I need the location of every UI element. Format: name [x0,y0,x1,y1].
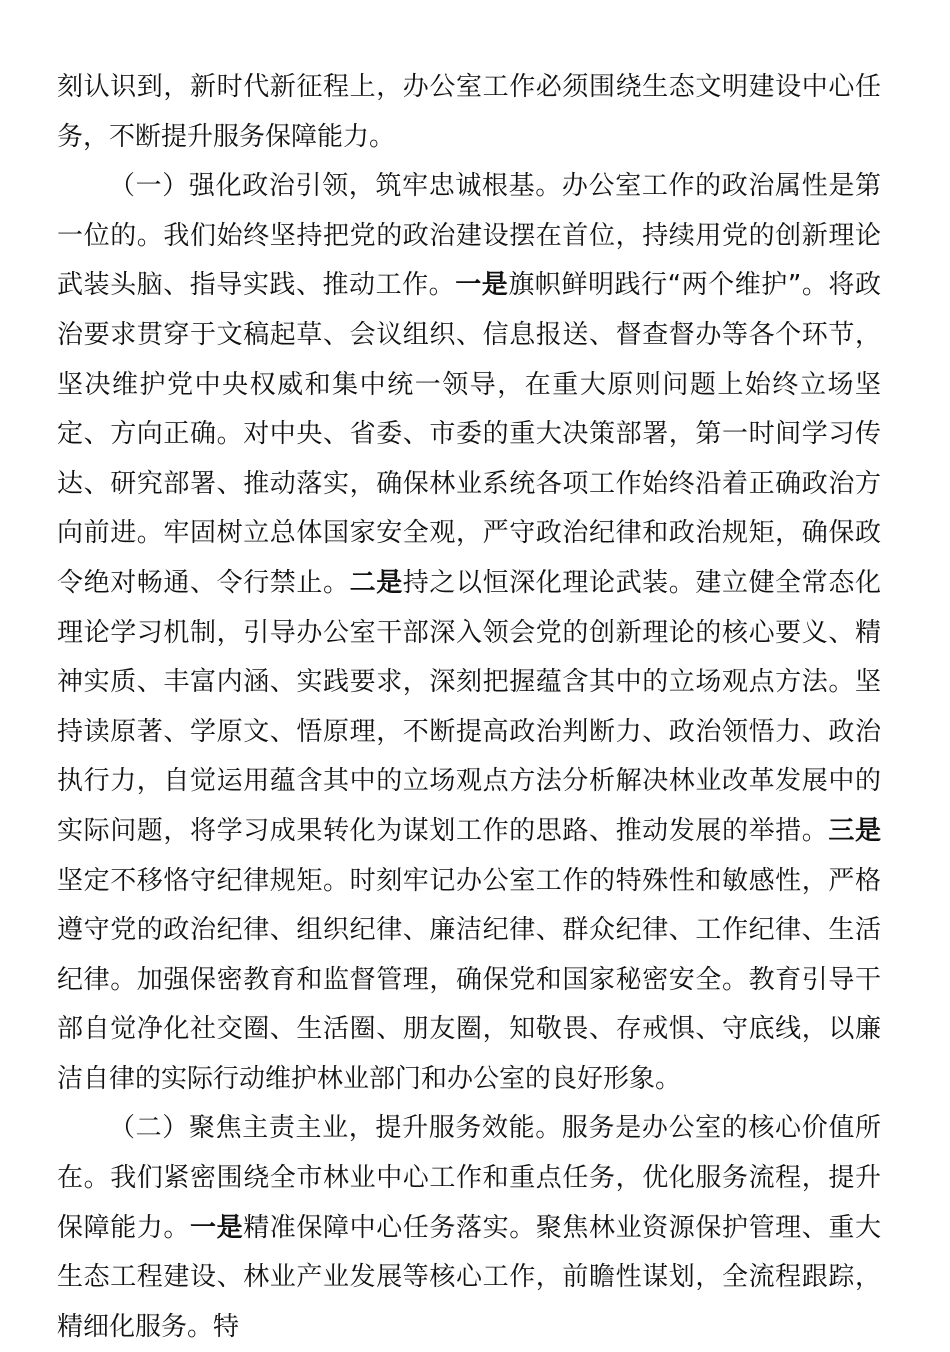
intro-text: 刻认识到，新时代新征程上，办公室工作必须围绕生态文明建设中心任务，不断提升服务保障能力。 [57,72,881,152]
section-2-paragraph [57,1104,881,1352]
document-page [57,63,881,1352]
section-1-body-3: 坚定不移恪守纪律规矩。时刻牢记办公室工作的特殊性和敏感性，严格遵守党的政治纪律、组织纪律、廉洁纪律、群众纪律、工作纪律、生活纪律。加强保密教育和监督管理，确保党和国家秘密安全。教育引导干部自觉净化社交圈、生活圈、朋友圈，知敬畏、存戒惧、守底线，以廉洁自律的实际行动维护林业部门和办公室的良好形象。 [57,865,881,1094]
section-2-opening: （二）聚焦主责主业，提升服务效能。服务是办公室的核心价值所在。我们紧密围绕全市林业中心工作和重点任务，优化服务流程，提升保障能力。 [57,1113,881,1243]
section-1-body-2: 持之以恒深化理论武装。建立健全常态化理论学习机制，引导办公室干部深入领会党的创新理论的核心要义、精神实质、丰富内涵、实践要求，深刻把握蕴含其中的立场观点方法。坚持读原著、学原文、悟原理，不断提高政治判断力、政治领悟力、政治执行力，自觉运用蕴含其中的立场观点方法分析解决林业改革发展中的实际问题，将学习成果转化为谋划工作的思路、推动发展的举措。 [57,567,881,846]
section-1-lead-2: 二是 [349,567,403,598]
section-1-lead-3: 三是 [828,815,881,846]
section-1-paragraph [57,162,881,1104]
section-2-lead-1: 一是 [190,1212,244,1243]
section-1-body-1: 旗帜鲜明践行“两个维护”。将政治要求贯穿于文稿起草、会议组织、信息报送、督查督办等各个环节，坚决维护党中央权威和集中统一领导，在重大原则问题上始终立场坚定、方向正确。对中央、省委、市委的重大决策部署，第一时间学习传达、研究部署、推动落实，确保林业系统各项工作始终沿着正确政治方向前进。牢固树立总体国家安全观，严守政治纪律和政治规矩，确保政令绝对畅通、令行禁止。 [57,270,881,598]
section-1-lead-1: 一是 [455,270,509,301]
intro-paragraph [57,63,881,162]
section-1-opening: （一）强化政治引领，筑牢忠诚根基。办公室工作的政治属性是第一位的。我们始终坚持把党的政治建设摆在首位，持续用党的创新理论武装头脑、指导实践、推动工作。 [57,171,881,301]
section-2-body-1: 精准保障中心任务落实。聚焦林业资源保护管理、重大生态工程建设、林业产业发展等核心工作，前瞻性谋划，全流程跟踪，精细化服务。特 [57,1212,881,1342]
